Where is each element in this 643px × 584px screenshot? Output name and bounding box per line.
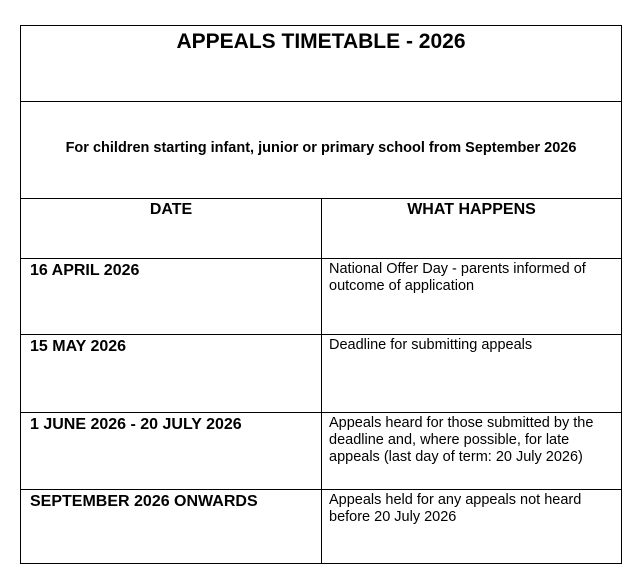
- table-row: [21, 412, 621, 489]
- description-cell: Appeals heard for those submitted by the deadline and, where possible, for late appeals (last day of term: 20 July 2026): [329, 415, 594, 465]
- document-subtitle: For children starting infant, junior or primary school from September 2026: [65, 140, 577, 156]
- table-row: [21, 489, 621, 563]
- description-cell: Appeals held for any appeals not heard before 20 July 2026: [329, 492, 582, 525]
- description-cell: National Offer Day - parents informed of outcome of application: [329, 261, 586, 294]
- column-header-date: DATE: [21, 199, 322, 258]
- date-cell: 15 MAY 2026: [21, 335, 322, 412]
- date-cell: SEPTEMBER 2026 ONWARDS: [21, 490, 322, 563]
- table-row: [21, 258, 621, 334]
- appeals-timetable-table: [20, 25, 622, 564]
- subtitle-row: [21, 101, 621, 198]
- date-cell: 16 APRIL 2026: [21, 259, 322, 334]
- header-row: [21, 198, 621, 258]
- description-cell: Deadline for submitting appeals: [329, 337, 533, 353]
- title-row: [21, 26, 621, 101]
- table-row: [21, 334, 621, 412]
- column-header-what-happens: WHAT HAPPENS: [407, 201, 536, 218]
- date-cell: 1 JUNE 2026 - 20 JULY 2026: [21, 413, 322, 489]
- document-title: APPEALS TIMETABLE - 2026: [176, 30, 466, 53]
